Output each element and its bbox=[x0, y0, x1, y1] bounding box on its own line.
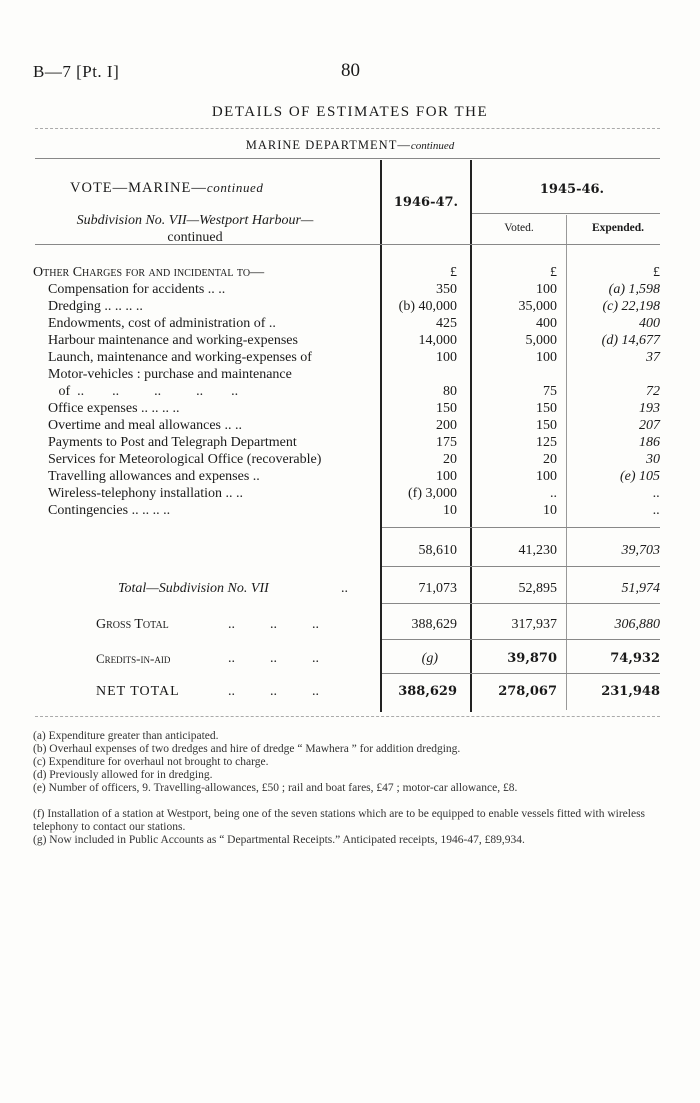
credits-estimate: (g) bbox=[421, 651, 438, 666]
voted-value: 100 bbox=[536, 469, 557, 484]
total-subdivision-estimate: 71,073 bbox=[418, 581, 457, 596]
estimate-value: 350 bbox=[436, 282, 457, 297]
expended-value: 193 bbox=[639, 401, 660, 416]
expended-value: (d) 14,677 bbox=[601, 333, 660, 348]
net-total-estimate: 388,629 bbox=[398, 684, 457, 699]
title-rule bbox=[35, 128, 660, 129]
currency-symbol: £ bbox=[550, 265, 557, 280]
estimate-value: 175 bbox=[436, 435, 457, 450]
row-label: Endowments, cost of administration of .. bbox=[48, 316, 276, 331]
row-label: Office expenses .. .. .. .. bbox=[48, 401, 180, 416]
expended-value: (a) 1,598 bbox=[608, 282, 660, 297]
expended-value: (c) 22,198 bbox=[602, 299, 660, 314]
subtitle-main: MARINE DEPARTMENT— bbox=[245, 138, 411, 152]
gross-total-estimate: 388,629 bbox=[411, 617, 457, 632]
voted-header: Voted. bbox=[504, 222, 534, 234]
expended-value: 207 bbox=[639, 418, 660, 433]
page-number: 80 bbox=[341, 60, 360, 81]
total-subdivision-voted: 52,895 bbox=[518, 581, 557, 596]
voted-value: 75 bbox=[543, 384, 557, 399]
expended-value: 186 bbox=[639, 435, 660, 450]
section-heading-row bbox=[0, 264, 700, 281]
total-subdivision-expended: 51,974 bbox=[621, 581, 660, 596]
credits-rule bbox=[382, 673, 660, 674]
voted-value: 100 bbox=[536, 282, 557, 297]
expended-header: Expended. bbox=[591, 222, 645, 234]
gross-total-expended: 306,880 bbox=[614, 617, 660, 632]
currency-symbol: £ bbox=[450, 265, 457, 280]
total-subdivision-label: Total—Subdivision No. VII bbox=[118, 581, 269, 596]
column-header-rule bbox=[35, 244, 660, 245]
expended-value: 30 bbox=[646, 452, 660, 467]
credits-expended: 74,932 bbox=[610, 651, 660, 666]
estimate-value: 14,000 bbox=[418, 333, 457, 348]
expended-value: .. bbox=[653, 486, 660, 501]
subtotal-bottom-rule bbox=[382, 566, 660, 567]
total-subdivision-dots: .. bbox=[341, 581, 348, 596]
voted-value: 5,000 bbox=[525, 333, 557, 348]
gross-total-dots: .. .. .. bbox=[228, 617, 319, 632]
voted-value: 100 bbox=[536, 350, 557, 365]
table-row bbox=[0, 332, 700, 349]
table-row bbox=[0, 383, 700, 400]
voted-value: 125 bbox=[536, 435, 557, 450]
subtotal-row bbox=[0, 542, 700, 559]
estimate-value: 100 bbox=[436, 350, 457, 365]
voted-value: 10 bbox=[543, 503, 557, 518]
credits-voted: 39,870 bbox=[507, 651, 557, 666]
page-title: DETAILS OF ESTIMATES FOR THE bbox=[211, 104, 489, 120]
row-label: Services for Meteorological Office (recoverable) bbox=[48, 452, 322, 467]
subtotal-estimate: 58,610 bbox=[418, 543, 457, 558]
table-row bbox=[0, 451, 700, 468]
credits-dots: .. .. .. bbox=[228, 651, 319, 666]
net-total-expended: 231,948 bbox=[601, 684, 660, 699]
table-row bbox=[0, 298, 700, 315]
subdivision-line2: continued bbox=[167, 230, 223, 245]
footnote: (d) Previously allowed for in dredging. bbox=[33, 769, 213, 781]
table-row bbox=[0, 281, 700, 298]
year-previous-header: 1945-46. bbox=[539, 182, 605, 197]
header-rule bbox=[35, 158, 660, 159]
expended-value: (e) 105 bbox=[619, 469, 660, 484]
year-previous-rule bbox=[472, 213, 660, 214]
subtitle-continued: continued bbox=[410, 140, 455, 152]
row-label: Payments to Post and Telegraph Department bbox=[48, 435, 297, 450]
credits-row bbox=[0, 650, 700, 667]
table-row bbox=[0, 366, 700, 383]
table-row bbox=[0, 349, 700, 366]
footnote: (f) Installation of a station at Westport, being one of the seven stations which are to be equipped to enable vessels fitted with wireless telephony to contact our stations. bbox=[33, 808, 646, 833]
expended-value: 72 bbox=[646, 384, 660, 399]
expended-value: 37 bbox=[646, 350, 660, 365]
estimate-value: 10 bbox=[443, 503, 457, 518]
footnote: (c) Expenditure for overhaul not brought to charge. bbox=[33, 756, 269, 768]
currency-symbol: £ bbox=[653, 265, 660, 280]
total-subdivision-rule bbox=[382, 603, 660, 604]
estimate-value: 150 bbox=[436, 401, 457, 416]
footnote: (b) Overhaul expenses of two dredges and hire of dredge “ Mawhera ” for addition dredging. bbox=[33, 743, 461, 755]
subtotal-expended: 39,703 bbox=[621, 543, 660, 558]
vote-title: VOTE—MARINE—continued bbox=[70, 180, 264, 196]
expended-value: .. bbox=[653, 503, 660, 518]
row-label: of .. .. .. .. .. bbox=[48, 384, 239, 399]
table-row bbox=[0, 315, 700, 332]
estimate-value: 100 bbox=[436, 469, 457, 484]
gross-total-row bbox=[0, 616, 700, 633]
estimate-value: 80 bbox=[443, 384, 457, 399]
footnote-rule bbox=[35, 716, 660, 717]
row-label: Motor-vehicles : purchase and maintenance bbox=[48, 367, 292, 382]
subtotal-rule bbox=[382, 527, 660, 528]
net-total-voted: 278,067 bbox=[498, 684, 557, 699]
voted-value: 400 bbox=[536, 316, 557, 331]
gross-total-voted: 317,937 bbox=[511, 617, 557, 632]
gross-total-label: Gross Total bbox=[96, 617, 169, 632]
footnote: (a) Expenditure greater than anticipated. bbox=[33, 730, 219, 742]
footnote: (e) Number of officers, 9. Travelling-allowances, £50 ; rail and boat fares, £47 ; motor-car allowance, £8. bbox=[33, 782, 518, 794]
total-subdivision-row bbox=[0, 580, 700, 597]
credits-label: Credits-in-aid bbox=[96, 651, 171, 666]
voted-value: 20 bbox=[543, 452, 557, 467]
section-heading: Other Charges for and incidental to— bbox=[33, 265, 265, 280]
subdivision-title bbox=[30, 212, 360, 246]
footnote: (g) Now included in Public Accounts as “ Departmental Receipts.” Anticipated receipts, 1946-47, £89,934. bbox=[33, 834, 525, 846]
table-row bbox=[0, 434, 700, 451]
estimate-value: (b) 40,000 bbox=[398, 299, 457, 314]
row-label: Dredging .. .. .. .. bbox=[48, 299, 143, 314]
subdivision-line1: Subdivision No. VII—Westport Harbour— bbox=[76, 213, 314, 228]
year-current-header: 1946-47. bbox=[393, 195, 459, 210]
net-total-row bbox=[0, 683, 700, 700]
row-label: Contingencies .. .. .. .. bbox=[48, 503, 171, 518]
net-total-dots: .. .. .. bbox=[228, 684, 319, 699]
estimate-value: 200 bbox=[436, 418, 457, 433]
table-row bbox=[0, 485, 700, 502]
voted-value: .. bbox=[550, 486, 557, 501]
row-label: Launch, maintenance and working-expenses of bbox=[48, 350, 312, 365]
estimate-value: 425 bbox=[436, 316, 457, 331]
row-label: Wireless-telephony installation .. .. bbox=[48, 486, 244, 501]
row-label: Harbour maintenance and working-expenses bbox=[48, 333, 298, 348]
department-subtitle bbox=[0, 138, 700, 153]
net-total-label: NET TOTAL bbox=[96, 684, 180, 699]
row-label: Compensation for accidents .. .. bbox=[48, 282, 226, 297]
table-row bbox=[0, 468, 700, 485]
estimate-value: 20 bbox=[443, 452, 457, 467]
row-label: Overtime and meal allowances .. .. bbox=[48, 418, 242, 433]
voted-value: 150 bbox=[536, 401, 557, 416]
voted-value: 35,000 bbox=[518, 299, 557, 314]
document-code: B—7 [Pt. I] bbox=[33, 62, 120, 81]
gross-total-rule bbox=[382, 639, 660, 640]
table-row bbox=[0, 502, 700, 519]
expended-value: 400 bbox=[639, 316, 660, 331]
voted-value: 150 bbox=[536, 418, 557, 433]
row-label: Travelling allowances and expenses .. bbox=[48, 469, 260, 484]
subtotal-voted: 41,230 bbox=[518, 543, 557, 558]
table-row bbox=[0, 400, 700, 417]
estimate-value: (f) 3,000 bbox=[408, 486, 457, 501]
table-row bbox=[0, 417, 700, 434]
